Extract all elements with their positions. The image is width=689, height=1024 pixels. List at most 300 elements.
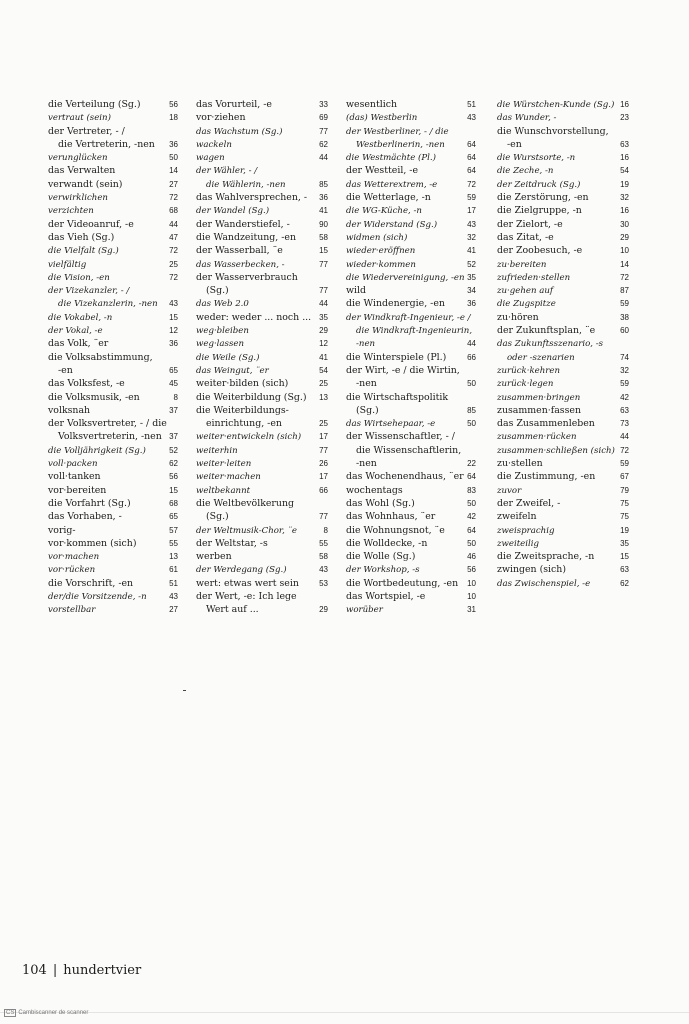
glossary-entry — [497, 178, 629, 191]
entry-term: die Vokabel, -n — [48, 312, 113, 323]
entry-term: die Wurstsorte, -n — [497, 153, 576, 164]
glossary-entry — [346, 125, 476, 138]
entry-page-ref: 29 — [319, 605, 328, 615]
entry-term: der Wasserball, ¨e — [196, 245, 283, 257]
entry-page-ref: 32 — [620, 365, 629, 375]
entry-term: der/die Vorsitzende, -n — [48, 591, 147, 602]
entry-term: voll·packen — [48, 459, 98, 470]
glossary-entry — [497, 563, 629, 576]
glossary-entry — [346, 297, 476, 310]
entry-page-ref: 87 — [620, 286, 629, 296]
entry-page-ref: 17 — [319, 472, 328, 482]
entry-page-ref: 47 — [169, 232, 178, 242]
entry-page-ref: 35 — [467, 272, 476, 282]
entry-term: der Zukunftsplan, ¨e — [497, 325, 596, 337]
glossary-entry — [497, 537, 629, 550]
entry-page-ref: 64 — [467, 153, 476, 163]
entry-term: der Wähler, - / — [196, 166, 258, 177]
entry-page-ref: 68 — [169, 206, 178, 216]
entry-page-ref: 12 — [169, 326, 178, 336]
glossary-entry — [497, 470, 629, 483]
entry-term: zu·gehen auf — [497, 286, 554, 297]
entry-page-ref: 37 — [169, 432, 178, 442]
entry-page-ref: 10 — [467, 591, 476, 601]
entry-term: der Vokal, -e — [48, 326, 103, 337]
glossary-entry — [346, 510, 476, 523]
glossary-entry — [196, 191, 328, 204]
entry-term: die Weiterbildung (Sg.) — [196, 391, 307, 403]
entry-term: der Westteil, -e — [346, 165, 418, 177]
glossary-entry — [497, 404, 629, 417]
scanner-text: Cambiscanner de scanner — [18, 1010, 89, 1016]
entry-term: zwingen (sich) — [497, 564, 566, 576]
entry-page-ref: 25 — [319, 379, 328, 389]
glossary-entry — [196, 391, 328, 404]
entry-page-ref: 66 — [467, 352, 476, 362]
entry-page-ref: 36 — [169, 139, 178, 149]
glossary-entry — [497, 311, 629, 324]
entry-page-ref: 59 — [620, 459, 629, 469]
glossary-column-3 — [346, 98, 476, 617]
entry-term: wackeln — [196, 139, 232, 150]
glossary-entry — [346, 111, 476, 124]
entry-term: der Wert, -e: Ich lege — [196, 590, 297, 602]
scan-edge — [0, 1012, 689, 1013]
glossary-entry — [48, 98, 178, 111]
entry-page-ref: 64 — [467, 525, 476, 535]
entry-page-ref: 61 — [169, 565, 178, 575]
glossary-entry — [497, 164, 629, 177]
entry-term: der Zielort, -e — [497, 218, 563, 230]
entry-page-ref: 19 — [620, 179, 629, 189]
entry-term: oder -szenarien — [507, 352, 575, 363]
entry-page-ref: 43 — [169, 299, 178, 309]
glossary-entry — [48, 151, 178, 164]
glossary-entry — [48, 497, 178, 510]
entry-page-ref: 50 — [169, 153, 178, 163]
glossary-entry — [346, 231, 476, 244]
glossary-entry — [48, 125, 178, 138]
entry-term: verunglücken — [48, 153, 108, 164]
entry-term: das Zitat, -e — [497, 231, 554, 243]
entry-page-ref: 72 — [169, 193, 178, 203]
entry-page-ref: 37 — [169, 405, 178, 415]
glossary-entry — [196, 138, 328, 151]
entry-term: die Vielfalt (Sg.) — [48, 246, 119, 257]
entry-page-ref: 15 — [169, 312, 178, 322]
entry-page-ref: 63 — [620, 405, 629, 415]
glossary-entry — [48, 284, 178, 297]
glossary-entry — [48, 457, 178, 470]
glossary-entry — [196, 111, 328, 124]
entry-page-ref: 63 — [620, 565, 629, 575]
entry-term: zurück·legen — [497, 379, 554, 390]
entry-page-ref: 10 — [467, 578, 476, 588]
entry-page-ref: 45 — [169, 379, 178, 389]
entry-term: die Windkraft-Ingenieurin, — [356, 326, 473, 337]
entry-term: die Wolle (Sg.) — [346, 551, 416, 563]
entry-term: die Wandzeitung, -en — [196, 231, 297, 243]
entry-term: der Wasserverbrauch — [196, 271, 298, 283]
glossary-entry — [48, 271, 178, 284]
glossary-entry — [497, 430, 629, 443]
glossary-entry — [196, 125, 328, 138]
entry-term: das Vorurteil, -e — [196, 99, 272, 110]
entry-page-ref: 58 — [319, 232, 328, 242]
entry-term: die Würstchen-Kunde (Sg.) — [497, 100, 615, 110]
entry-page-ref: 69 — [319, 113, 328, 123]
entry-term: -en — [507, 138, 522, 150]
glossary-entry — [48, 603, 178, 616]
entry-page-ref: 27 — [169, 605, 178, 615]
glossary-entry — [48, 537, 178, 550]
glossary-entry — [48, 430, 178, 443]
glossary-entry — [497, 111, 629, 124]
entry-term: voll·tanken — [48, 471, 101, 483]
glossary-entry — [346, 138, 476, 151]
glossary-entry — [497, 271, 629, 284]
entry-term: der Wirt, -e / die Wirtin, — [346, 364, 460, 376]
entry-page-ref: 44 — [467, 339, 476, 349]
entry-term: die Winterspiele (Pl.) — [346, 351, 447, 363]
glossary-entry — [48, 178, 178, 191]
entry-term: die Volljährigkeit (Sg.) — [48, 445, 146, 456]
entry-page-ref: 8 — [173, 392, 178, 402]
entry-page-ref: 12 — [319, 339, 328, 349]
entry-term: Westberlinerin, -nen — [356, 139, 445, 150]
entry-term: wochentags — [346, 484, 403, 496]
glossary-entry — [346, 204, 476, 217]
glossary-entry — [497, 550, 629, 563]
entry-term: die Zerstörung, -en — [497, 192, 589, 204]
glossary-entry — [48, 510, 178, 523]
entry-page-ref: 77 — [319, 445, 328, 455]
entry-page-ref: 64 — [467, 166, 476, 176]
entry-page-ref: 14 — [169, 166, 178, 176]
entry-term: wert: etwas wert sein — [196, 577, 299, 589]
page-number-word: hundertvier — [63, 963, 142, 978]
entry-term: zuvor — [497, 485, 522, 496]
glossary-entry — [346, 98, 476, 111]
entry-term: die Zustimmung, -en — [497, 471, 596, 483]
glossary-entry — [346, 337, 476, 350]
glossary-entry — [196, 337, 328, 350]
entry-page-ref: 54 — [620, 166, 629, 176]
entry-page-ref: 8 — [323, 525, 328, 535]
entry-term: das Wahlversprechen, - — [196, 192, 307, 204]
glossary-entry — [196, 364, 328, 377]
entry-page-ref: 77 — [319, 512, 328, 522]
entry-page-ref: 51 — [169, 578, 178, 588]
entry-page-ref: 72 — [620, 445, 629, 455]
glossary-entry — [497, 337, 629, 350]
entry-term: wieder·eröffnen — [346, 246, 416, 257]
entry-page-ref: 74 — [620, 352, 629, 362]
glossary-entry — [346, 271, 476, 284]
entry-page-ref: 68 — [169, 498, 178, 508]
glossary-entry — [196, 204, 328, 217]
glossary-entry — [346, 577, 476, 590]
glossary-entry — [48, 244, 178, 257]
entry-page-ref: 31 — [467, 605, 476, 615]
glossary-entry — [48, 297, 178, 310]
entry-term: worüber — [346, 605, 383, 616]
entry-term: der Wandel (Sg.) — [196, 206, 270, 217]
entry-term: zusammen·bringen — [497, 392, 581, 403]
glossary-entry — [196, 258, 328, 271]
entry-page-ref: 13 — [319, 392, 328, 402]
glossary-entry — [497, 351, 629, 364]
glossary-entry — [196, 590, 328, 603]
entry-page-ref: 17 — [319, 432, 328, 442]
glossary-entry — [497, 324, 629, 337]
glossary-entry — [48, 311, 178, 324]
glossary-entry — [497, 510, 629, 523]
entry-term: das Wasserbecken, - — [196, 259, 285, 270]
entry-term: werben — [196, 551, 232, 563]
entry-term: vor·bereiten — [48, 484, 107, 496]
entry-term: die Wiedervereinigung, -en — [346, 272, 465, 283]
entry-term: das Wetterextrem, -e — [346, 179, 438, 190]
entry-term: weiter·bilden (sich) — [196, 378, 289, 390]
entry-page-ref: 33 — [319, 100, 328, 109]
entry-page-ref: 25 — [319, 419, 328, 429]
entry-term: Volksvertreterin, -nen — [58, 431, 162, 443]
entry-page-ref: 73 — [620, 419, 629, 429]
glossary-entry — [48, 231, 178, 244]
entry-term: die Windenergie, -en — [346, 298, 445, 310]
entry-term: widmen (sich) — [346, 232, 408, 243]
entry-term: zweifeln — [497, 511, 537, 523]
glossary-entry — [196, 297, 328, 310]
glossary-entry — [497, 377, 629, 390]
glossary-entry — [346, 178, 476, 191]
entry-term: zu·hören — [497, 311, 539, 323]
entry-term: der Zweifel, - — [497, 497, 561, 509]
entry-term: vor·rücken — [48, 565, 96, 576]
entry-page-ref: 14 — [620, 259, 629, 269]
entry-term: verwandt (sein) — [48, 178, 123, 190]
glossary-entry — [346, 258, 476, 271]
glossary-entry — [48, 563, 178, 576]
entry-page-ref: 72 — [467, 179, 476, 189]
entry-term: das Wunder, - — [497, 113, 557, 124]
glossary-entry — [196, 284, 328, 297]
entry-term: vertraut (sein) — [48, 113, 111, 124]
entry-page-ref: 62 — [620, 578, 629, 588]
entry-page-ref: 16 — [620, 206, 629, 216]
glossary-entry — [346, 324, 476, 337]
entry-term: zusammen·fassen — [497, 404, 581, 416]
glossary-entry — [196, 603, 328, 616]
glossary-entry — [196, 164, 328, 177]
entry-page-ref: 77 — [319, 126, 328, 136]
entry-term: wild — [346, 285, 367, 297]
entry-term: die Vertreterin, -nen — [58, 138, 155, 150]
glossary-entry — [196, 311, 328, 324]
entry-term: das Wohnhaus, ¨er — [346, 511, 436, 523]
entry-term: das Verwalten — [48, 165, 116, 177]
entry-page-ref: 64 — [467, 139, 476, 149]
entry-term: der Volksvertreter, - / die — [48, 418, 167, 430]
entry-page-ref: 59 — [620, 379, 629, 389]
glossary-entry — [196, 497, 328, 510]
glossary-entry — [48, 138, 178, 151]
entry-page-ref: 41 — [319, 352, 328, 362]
entry-term: das Wortspiel, -e — [346, 590, 426, 602]
entry-page-ref: 57 — [169, 525, 178, 535]
glossary-entry — [497, 191, 629, 204]
glossary-entry — [48, 577, 178, 590]
entry-term: die Zielgruppe, -n — [497, 205, 582, 217]
entry-page-ref: 13 — [169, 552, 178, 562]
entry-page-ref: 55 — [169, 538, 178, 548]
entry-term: der Workshop, -s — [346, 565, 420, 576]
glossary-entry — [196, 404, 328, 417]
entry-page-ref: 22 — [467, 459, 476, 469]
glossary-entry — [346, 391, 476, 404]
glossary-entry — [196, 231, 328, 244]
glossary-entry — [196, 324, 328, 337]
glossary-entry — [48, 377, 178, 390]
entry-term: der Wanderstiefel, - — [196, 218, 290, 230]
entry-page-ref: 62 — [319, 139, 328, 149]
glossary-entry — [346, 550, 476, 563]
entry-term: -nen — [356, 458, 377, 470]
entry-term: der Werdegang (Sg.) — [196, 565, 287, 576]
glossary-entry — [346, 364, 476, 377]
entry-term: die Vision, -en — [48, 272, 110, 283]
entry-page-ref: 79 — [620, 485, 629, 495]
glossary-entry — [346, 457, 476, 470]
entry-term: zusammen·rücken — [497, 432, 577, 443]
glossary-entry — [48, 404, 178, 417]
entry-page-ref: 65 — [169, 512, 178, 522]
glossary-entry — [346, 164, 476, 177]
entry-term: einrichtung, -en — [206, 418, 282, 430]
entry-term: die Weiterbildungs- — [196, 404, 289, 416]
entry-term: der Westberliner, - / die — [346, 126, 449, 137]
entry-term: die Vizekanzlerin, -nen — [58, 299, 158, 310]
glossary-entry — [48, 218, 178, 231]
glossary-entry — [346, 151, 476, 164]
glossary-entry — [497, 244, 629, 257]
glossary-entry — [497, 98, 629, 111]
glossary-entry — [196, 430, 328, 443]
entry-term: -nen — [356, 378, 377, 390]
entry-page-ref: 38 — [620, 312, 629, 322]
entry-term: die Zweitsprache, -n — [497, 551, 595, 563]
glossary-entry — [346, 590, 476, 603]
entry-term: die Wetterlage, -n — [346, 192, 431, 204]
entry-page-ref: 23 — [620, 113, 629, 123]
entry-term: das Volk, ¨er — [48, 338, 109, 350]
entry-page-ref: 36 — [319, 193, 328, 203]
glossary-entry — [497, 457, 629, 470]
glossary-entry — [196, 271, 328, 284]
entry-term: das Wirtsehepaar, -e — [346, 419, 436, 430]
glossary-entry — [497, 125, 629, 138]
glossary-entry — [48, 324, 178, 337]
glossary-column-4 — [497, 98, 629, 590]
entry-page-ref: 52 — [169, 445, 178, 455]
entry-page-ref: 44 — [169, 219, 178, 229]
entry-page-ref: 72 — [169, 246, 178, 256]
entry-term: die Wirtschaftspolitik — [346, 391, 449, 403]
glossary-entry — [497, 258, 629, 271]
entry-page-ref: 62 — [169, 459, 178, 469]
glossary-column-1 — [48, 98, 178, 617]
entry-page-ref: 36 — [169, 339, 178, 349]
glossary-entry — [48, 204, 178, 217]
glossary-entry — [497, 151, 629, 164]
entry-term: die Weile (Sg.) — [196, 352, 260, 363]
entry-page-ref: 65 — [169, 365, 178, 375]
entry-term: der Windkraft-Ingenieur, -e / — [346, 312, 471, 323]
entry-term: volksnah — [48, 404, 91, 416]
entry-term: zufrieden·stellen — [497, 272, 571, 283]
entry-term: verzichten — [48, 206, 94, 217]
glossary-entry — [346, 244, 476, 257]
glossary-entry — [346, 470, 476, 483]
entry-page-ref: 43 — [169, 591, 178, 601]
entry-page-ref: 43 — [467, 113, 476, 123]
glossary-entry — [497, 497, 629, 510]
glossary-entry — [196, 457, 328, 470]
glossary-entry — [346, 603, 476, 616]
entry-term: zweiteilig — [497, 538, 540, 549]
scanner-logo: CS — [6, 1010, 15, 1016]
entry-term: die Volksabstimmung, — [48, 351, 153, 363]
glossary-entry — [48, 550, 178, 563]
entry-term: verwirklichen — [48, 193, 108, 204]
entry-page-ref: 54 — [319, 365, 328, 375]
entry-page-ref: 34 — [467, 286, 476, 296]
entry-page-ref: 35 — [620, 538, 629, 548]
entry-term: wesentlich — [346, 99, 398, 110]
entry-page-ref: 43 — [467, 219, 476, 229]
entry-term: weiter·machen — [196, 472, 261, 483]
glossary-entry — [346, 191, 476, 204]
entry-page-ref: 63 — [620, 139, 629, 149]
entry-page-ref: 30 — [620, 219, 629, 229]
entry-term: das Wohl (Sg.) — [346, 497, 415, 509]
entry-term: vor·ziehen — [196, 112, 246, 124]
entry-page-ref: 59 — [467, 193, 476, 203]
stray-mark — [183, 690, 186, 691]
entry-page-ref: 56 — [169, 472, 178, 482]
entry-term: die Westmächte (Pl.) — [346, 153, 437, 164]
entry-page-ref: 10 — [620, 246, 629, 256]
entry-page-ref: 85 — [467, 405, 476, 415]
entry-page-ref: 16 — [620, 100, 629, 109]
entry-term: weg·bleiben — [196, 326, 249, 337]
entry-term: weiter·entwickeln (sich) — [196, 432, 302, 443]
glossary-entry — [346, 444, 476, 457]
glossary-entry — [196, 484, 328, 497]
entry-term: Wert auf ... — [206, 604, 259, 616]
glossary-entry — [346, 404, 476, 417]
entry-page-ref: 15 — [169, 485, 178, 495]
glossary-entry — [196, 444, 328, 457]
glossary-entry — [196, 537, 328, 550]
entry-term: die Wohnungsnot, ¨e — [346, 524, 445, 536]
entry-page-ref: 16 — [620, 153, 629, 163]
entry-term: der Vertreter, - / — [48, 125, 125, 137]
glossary-entry — [196, 244, 328, 257]
glossary-entry — [196, 470, 328, 483]
entry-term: die Zugspitze — [497, 299, 556, 310]
